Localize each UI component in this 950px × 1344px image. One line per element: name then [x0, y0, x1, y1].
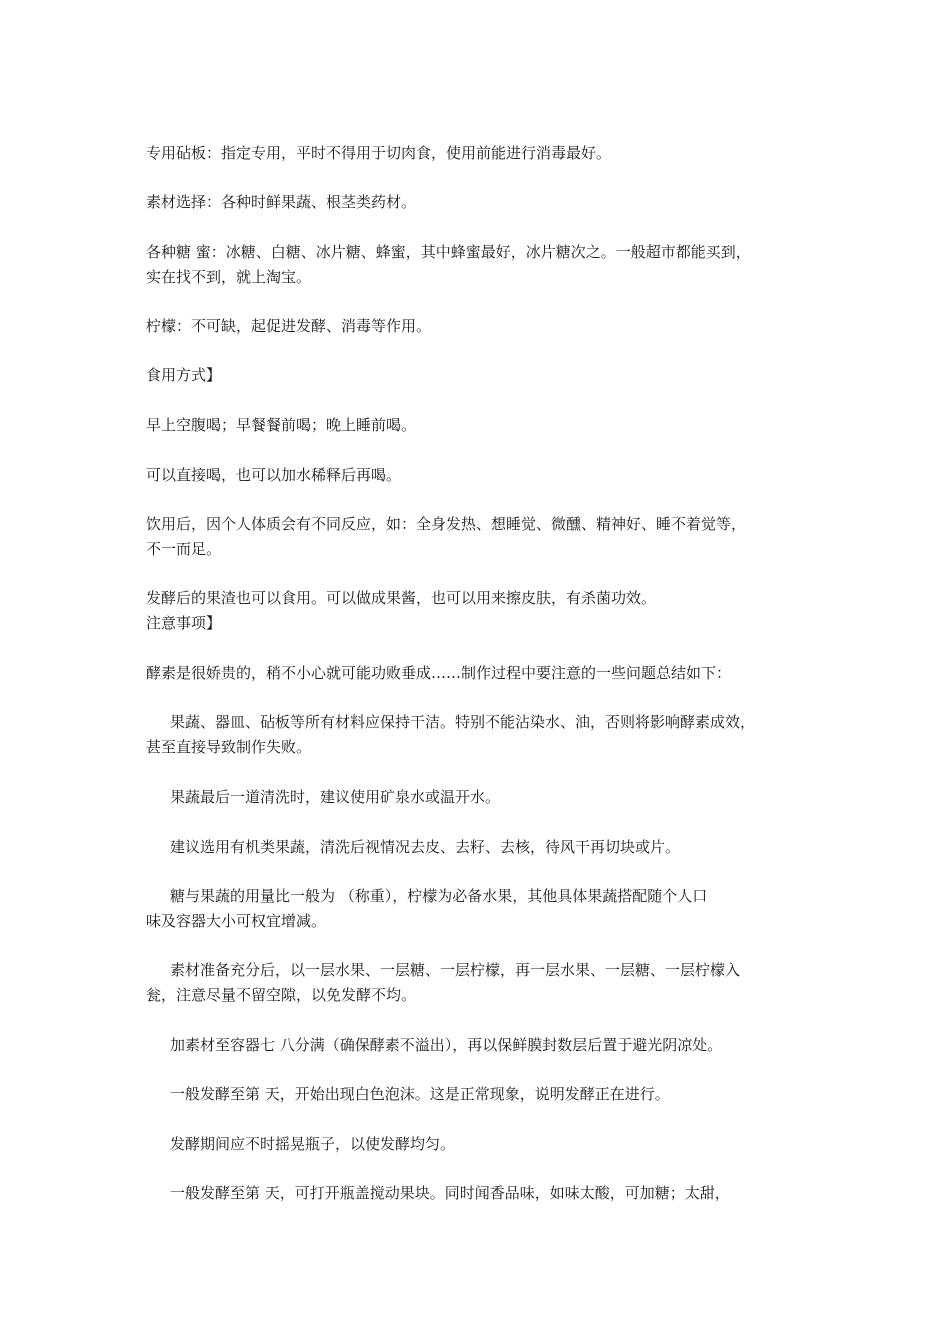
paragraph-reaction-line-1: 饮用后，因个人体质会有不同反应，如：全身发热、想睡觉、微醺、精神好、睡不着觉等，	[146, 515, 747, 533]
paragraph-stir: 一般发酵至第 天，可打开瓶盖搅动果块。同时闻香品味，如味太酸，可加糖；太甜，	[170, 1184, 730, 1202]
paragraph-reaction-line-2: 不一而足。	[146, 540, 222, 558]
paragraph-ratio-line-1: 糖与果蔬的用量比一般为 （称重），柠檬为必备水果，其他具体果蔬搭配随个人口	[170, 887, 708, 905]
paragraph-drink-time: 早上空腹喝；早餐餐前喝；晚上睡前喝。	[146, 416, 417, 434]
section-heading-notes: 注意事项】	[146, 614, 222, 632]
paragraph-layering-line-1: 素材准备充分后，以一层水果、一层糖、一层柠檬，再一层水果、一层糖、一层柠檬入	[170, 961, 741, 979]
paragraph-shake: 发酵期间应不时摇晃瓶子，以使发酵均匀。	[170, 1135, 456, 1153]
paragraph-ratio-line-2: 味及容器大小可权宜增减。	[146, 912, 327, 930]
paragraph-fill-level: 加素材至容器七 八分满（确保酵素不溢出），再以保鲜膜封数层后置于避光阴凉处。	[170, 1036, 723, 1054]
paragraph-intro: 酵素是很娇贵的，稍不小心就可能功败垂成……制作过程中要注意的一些问题总结如下：	[146, 664, 732, 682]
paragraph-sugar-line-2: 实在找不到，就上淘宝。	[146, 268, 312, 286]
paragraph-ingredients: 素材选择：各种时鲜果蔬、根茎类药材。	[146, 193, 417, 211]
paragraph-clean-line-1: 果蔬、器皿、砧板等所有材料应保持干洁。特别不能沾染水、油，否则将影响酵素成效，	[170, 713, 756, 731]
paragraph-clean-line-2: 甚至直接导致制作失败。	[146, 738, 312, 756]
paragraph-lemon: 柠檬：不可缺，起促进发酵、消毒等作用。	[146, 317, 432, 335]
section-heading-usage: 食用方式】	[146, 366, 222, 384]
paragraph-residue: 发酵后的果渣也可以食用。可以做成果酱，也可以用来擦皮肤，有杀菌功效。	[146, 589, 657, 607]
paragraph-organic: 建议选用有机类果蔬，清洗后视情况去皮、去籽、去核，待风干再切块或片。	[170, 838, 681, 856]
paragraph-dilute: 可以直接喝，也可以加水稀释后再喝。	[146, 466, 402, 484]
paragraph-layering-line-2: 瓮，注意尽量不留空隙，以免发酵不均。	[146, 986, 417, 1004]
paragraph-cutting-board: 专用砧板：指定专用，平时不得用于切肉食，使用前能进行消毒最好。	[146, 144, 612, 162]
paragraph-sugar-line-1: 各种糖 蜜：冰糖、白糖、冰片糖、蜂蜜，其中蜂蜜最好，冰片糖次之。一般超市都能买到，	[146, 243, 751, 261]
paragraph-rinse: 果蔬最后一道清洗时，建议使用矿泉水或温开水。	[170, 788, 501, 806]
paragraph-foam: 一般发酵至第 天，开始出现白色泡沫。这是正常现象，说明发酵正在进行。	[170, 1085, 670, 1103]
